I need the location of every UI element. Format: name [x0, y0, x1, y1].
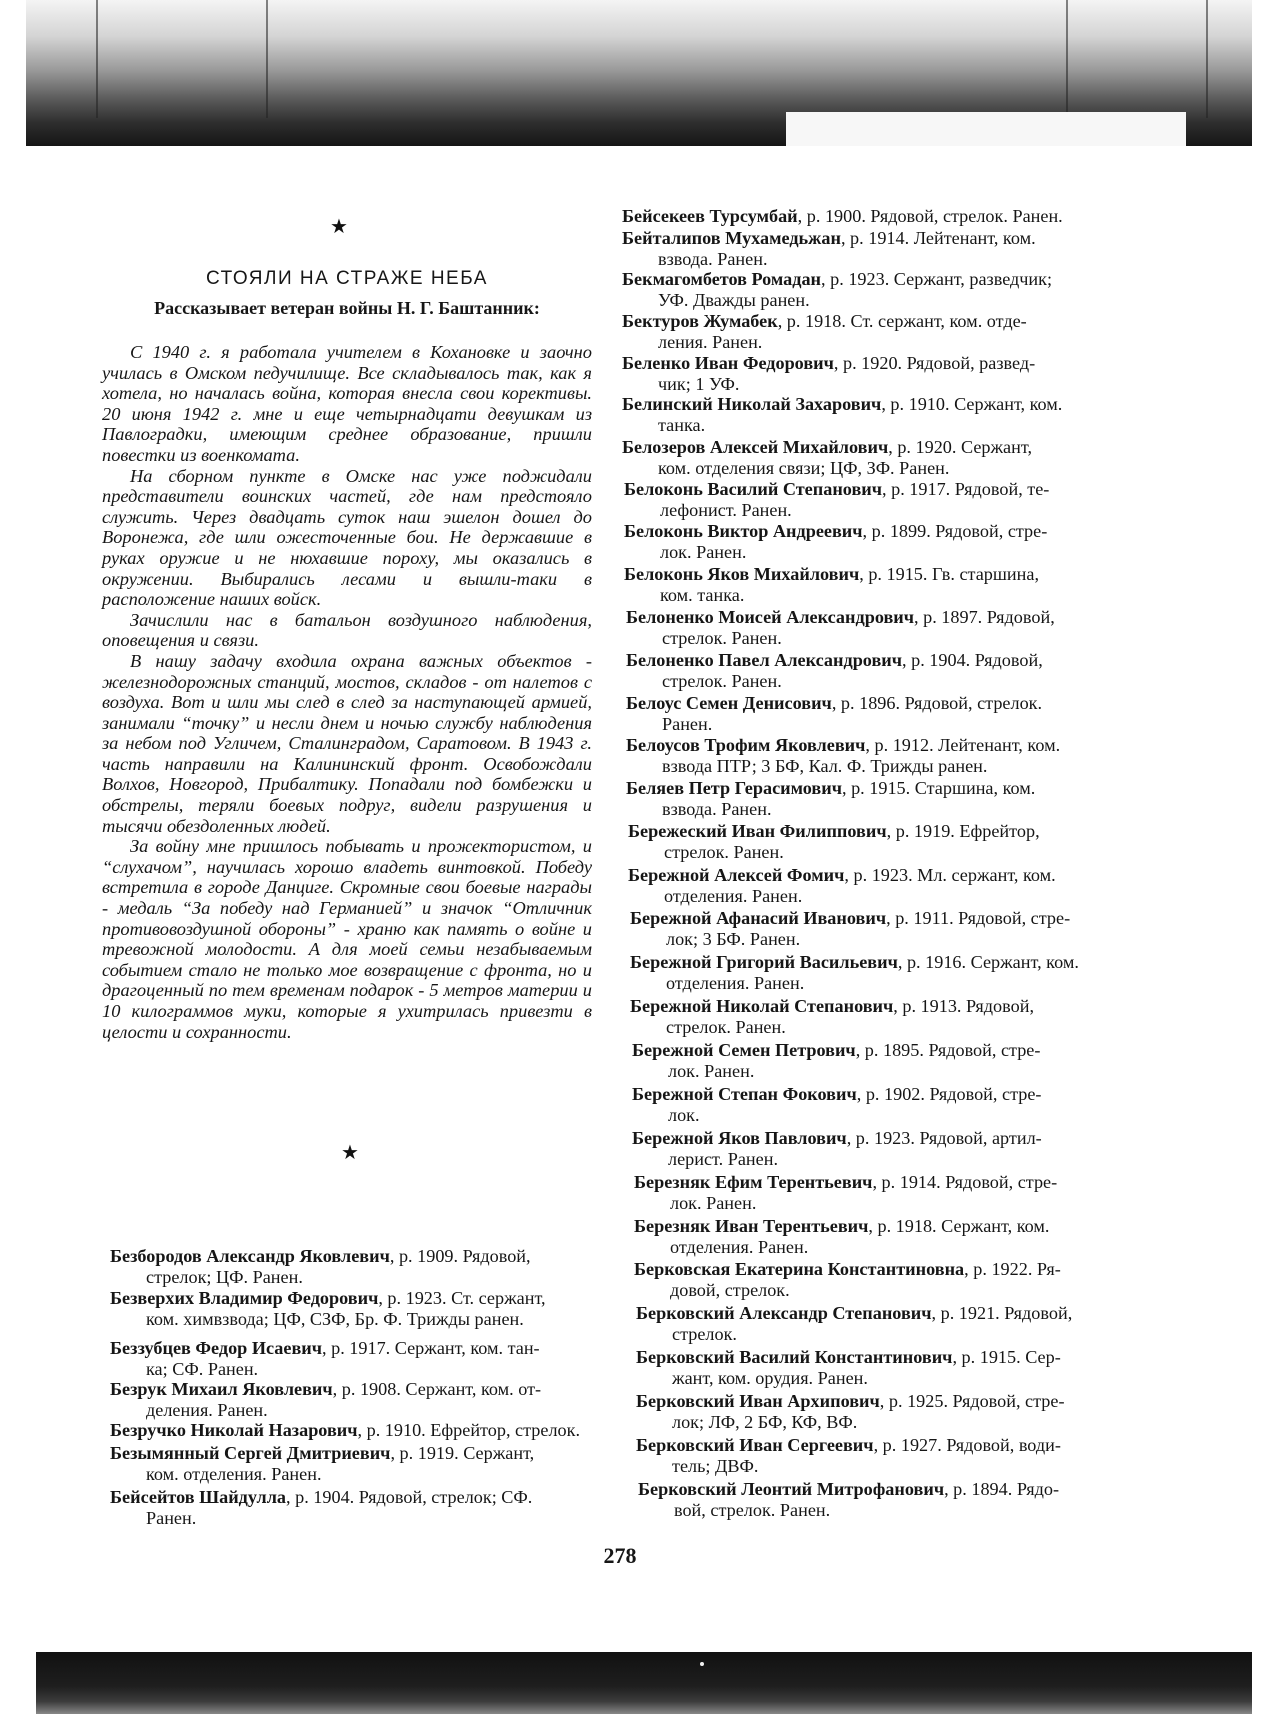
list-item: Бережной Яков Павлович, р. 1923. Рядовой, артил- лерист. Ранен. — [632, 1128, 1042, 1169]
list-item: Беззубцев Федор Исаевич, р. 1917. Сержант, ком. тан- ка; СФ. Ранен. — [110, 1338, 540, 1379]
list-item: Бережной Степан Фокович, р. 1902. Рядовой, стре- лок. — [632, 1084, 1042, 1125]
story-paragraph: За войну мне пришлось побывать и прожектористом, и “слухачом”, научилась хорошо владеть винтовкой. Победу встретила в городе Данциге. Скромные свои боевые награды - медаль “За победу над Германией” и значок “Отличник противовоздушной обороны” - храню как память о войне и тревожной молодости. А для моей семьи незабываемым событием стало не только мое возвращение с фронта, но и драгоценный по тем временам подарок - 5 метров материи и 10 килограммов муки, которые я ухитрилась привезти в целости и сохранности. — [102, 836, 592, 1042]
list-item: Бейталипов Мухамедьжан, р. 1914. Лейтенант, ком. взвода. Ранен. — [622, 228, 1036, 269]
story-paragraph: На сборном пункте в Омске нас уже поджидали представители воинских частей, где нам предстояло служить. Через двадцать суток наш эшелон дошел до Воронежа, где шли ожесточенные бои. Не державшие в руках оружие и не нюхавшие пороху, мы оказались в окружении. Выбирались лесами и вышли-таки в расположение наших войск. — [102, 465, 592, 610]
list-item: Безымянный Сергей Дмитриевич, р. 1919. Сержант, ком. отделения. Ранен. — [110, 1443, 535, 1484]
scan-light-patch — [786, 112, 1186, 146]
story-subtitle: Рассказывает ветеран войны Н. Г. Баштанник: — [154, 298, 540, 318]
scan-top-edge — [26, 0, 1252, 146]
list-item: Берковский Иван Сергеевич, р. 1927. Рядовой, води- тель; ДВФ. — [636, 1435, 1061, 1476]
story-title: СТОЯЛИ НА СТРАЖЕ НЕБА — [206, 268, 488, 289]
list-item: Безручко Николай Назарович, р. 1910. Ефрейтор, стрелок. — [110, 1420, 581, 1440]
list-item: Бережной Николай Степанович, р. 1913. Рядовой, стрелок. Ранен. — [630, 996, 1034, 1037]
list-item: Белоконь Виктор Андреевич, р. 1899. Рядовой, стре- лок. Ранен. — [624, 521, 1048, 562]
list-item: Белоненко Павел Александрович, р. 1904. Рядовой, стрелок. Ранен. — [626, 650, 1043, 691]
list-item: Берковский Иван Архипович, р. 1925. Рядовой, стре- лок; ЛФ, 2 БФ, КФ, ВФ. — [636, 1391, 1065, 1432]
scan-streak — [266, 0, 268, 118]
list-item: Белинский Николай Захарович, р. 1910. Сержант, ком. танка. — [622, 394, 1063, 435]
list-item: Бережной Григорий Васильевич, р. 1916. Сержант, ком. отделения. Ранен. — [630, 952, 1079, 993]
list-item: Безверхих Владимир Федорович, р. 1923. Ст. сержант, ком. химвзвода; ЦФ, СЗФ, Бр. Ф. Трижды ранен. — [110, 1288, 546, 1329]
list-item: Белоусов Трофим Яковлевич, р. 1912. Лейтенант, ком. взвода ПТР; 3 БФ, Кал. Ф. Трижды ранен. — [626, 735, 1061, 776]
list-item: Безбородов Александр Яковлевич, р. 1909. Рядовой, стрелок; ЦФ. Ранен. — [110, 1246, 531, 1287]
list-item: Беляев Петр Герасимович, р. 1915. Старшина, ком. взвода. Ранен. — [626, 778, 1036, 819]
scan-streak — [1066, 0, 1068, 118]
story-paragraph: С 1940 г. я работала учителем в Кохановке и заочно училась в Омском педучилище. Все складывалось так, как я хотела, но началась война, которая внесла свои корективы. 20 июня 1942 г. мне и еще четырнадцати девушкам из Павлоградки, имеющим среднее образование, пришли повестки из военкомата. — [102, 342, 593, 465]
list-item: Берковский Василий Константинович, р. 1915. Сер- жант, ком. орудия. Ранен. — [636, 1347, 1061, 1388]
star-icon: ★ — [330, 214, 348, 238]
list-item: Беленко Иван Федорович, р. 1920. Рядовой, развед- чик; 1 УФ. — [622, 353, 1036, 394]
list-item: Бережной Афанасий Иванович, р. 1911. Рядовой, стре- лок; 3 БФ. Ранен. — [630, 908, 1071, 949]
list-item: Белозеров Алексей Михайлович, р. 1920. Сержант, ком. отделения связи; ЦФ, ЗФ. Ранен. — [622, 437, 1032, 478]
list-item: Берковский Александр Степанович, р. 1921. Рядовой, стрелок. — [636, 1303, 1073, 1344]
list-item: Белоус Семен Денисович, р. 1896. Рядовой, стрелок. Ранен. — [626, 693, 1043, 734]
scan-streak — [1206, 0, 1208, 118]
list-item: Берковская Екатерина Константиновна, р. 1922. Ря- довой, стрелок. — [634, 1259, 1061, 1300]
scan-bottom-edge — [36, 1652, 1252, 1714]
list-item: Березняк Ефим Терентьевич, р. 1914. Рядовой, стре- лок. Ранен. — [634, 1172, 1058, 1213]
list-item: Бережной Семен Петрович, р. 1895. Рядовой, стре- лок. Ранен. — [632, 1040, 1041, 1081]
list-item: Бережной Алексей Фомич, р. 1923. Мл. сержант, ком. отделения. Ранен. — [628, 865, 1056, 906]
page-number: 278 — [603, 1543, 637, 1568]
story-paragraph: В нашу задачу входила охрана важных объектов - железнодорожных станций, мостов, складов - от налетов с воздуха. Вот и шли мы след в след за наступающей армией, занимали “точку” и несли днем и ночью службу наблюдения за небом под Угличем, Сталинградом, Саратовом. В 1943 г. часть направили на Калининский фронт. Освобождали Волхов, Новгород, Прибалтику. Попадали под бомбежки и обстрелы, теряли боевых подруг, видели разрушения и тысячи обездоленных людей. — [102, 650, 593, 836]
list-item: Белоконь Василий Степанович, р. 1917. Рядовой, те- лефонист. Ранен. — [624, 479, 1050, 520]
list-item: Бейсейтов Шайдулла, р. 1904. Рядовой, стрелок; СФ. Ранен. — [110, 1487, 533, 1528]
star-icon: ★ — [341, 1140, 359, 1164]
story-text — [102, 342, 592, 1042]
list-item: Берковский Леонтий Митрофанович, р. 1894. Рядо- вой, стрелок. Ранен. — [638, 1479, 1060, 1520]
scan-speck — [700, 1662, 704, 1666]
story-paragraph: Зачислили нас в батальон воздушного наблюдения, оповещения и связи. — [102, 609, 592, 651]
list-item: Бектуров Жумабек, р. 1918. Ст. сержант, ком. отде- ления. Ранен. — [622, 311, 1027, 352]
list-item: Белоненко Моисей Александрович, р. 1897. Рядовой, стрелок. Ранен. — [626, 607, 1055, 648]
list-item: Бекмагомбетов Ромадан, р. 1923. Сержант, разведчик; УФ. Дважды ранен. — [622, 269, 1053, 310]
list-item: Бережеский Иван Филиппович, р. 1919. Ефрейтор, стрелок. Ранен. — [628, 821, 1040, 862]
list-item: Безрук Михаил Яковлевич, р. 1908. Сержант, ком. от- деления. Ранен. — [110, 1379, 542, 1420]
list-item: Бейсекеев Турсумбай, р. 1900. Рядовой, стрелок. Ранен. — [622, 206, 1063, 226]
list-item: Белоконь Яков Михайлович, р. 1915. Гв. старшина, ком. танка. — [624, 564, 1039, 605]
list-item: Березняк Иван Терентьевич, р. 1918. Сержант, ком. отделения. Ранен. — [634, 1216, 1050, 1257]
scan-streak — [96, 0, 98, 118]
